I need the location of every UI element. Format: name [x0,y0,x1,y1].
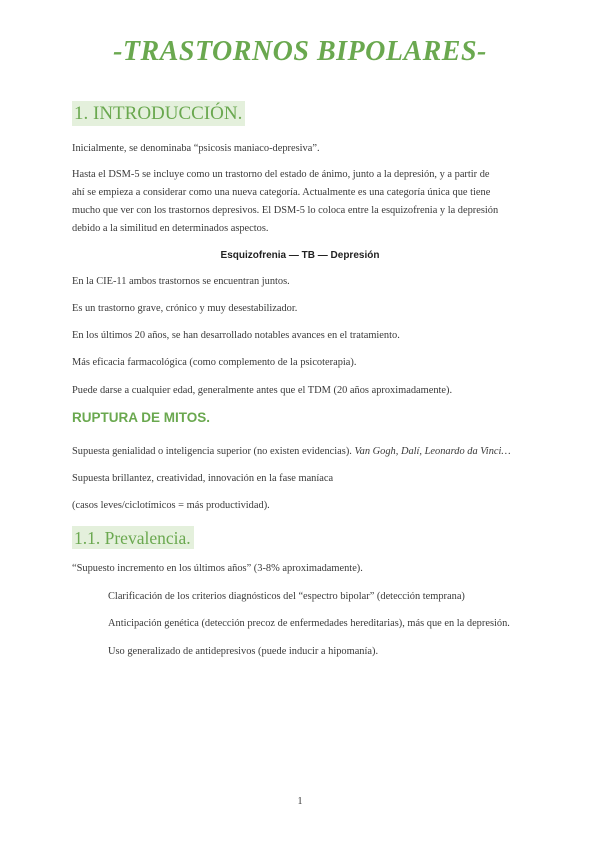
page-number: 1 [297,796,303,807]
paragraph-line: Hasta el DSM-5 se incluye como un trastorno del estado de ánimo, junto a la depresión, y a partir de [72,169,490,180]
paragraph: Inicialmente, se denominaba “psicosis maniaco-depresiva”. [72,143,320,154]
section-heading-introduccion: 1. INTRODUCCIÓN. [72,101,245,126]
paragraph-italic-examples: Van Gogh, Dalí, Leonardo da Vinci… [354,446,511,457]
paragraph-genialidad [72,443,532,461]
section-heading-mitos: RUPTURA DE MITOS. [72,410,211,425]
paragraph: Supuesta brillantez, creatividad, innovación en la fase maníaca [72,473,334,484]
paragraph-line: ahí se empieza a considerar como una nueva categoría. Actualmente es una categoría única que tiene [72,187,491,198]
paragraph: Puede darse a cualquier edad, generalmente antes que el TDM (20 años aproximadamente). [72,385,453,396]
paragraph-dsm5 [72,166,532,238]
centered-spectrum-line: Esquizofrenia — TB — Depresión [220,250,380,261]
paragraph-line: debido a la similitud en determinados aspectos. [72,223,269,234]
list-item: Clarificación de los criterios diagnósticos del “espectro bipolar” (detección temprana) [108,591,465,602]
paragraph: Es un trastorno grave, crónico y muy desestabilizador. [72,303,298,314]
paragraph-line: mucho que ver con los trastornos depresivos. El DSM-5 lo coloca entre la esquizofrenia y la depresión [72,205,499,216]
section-heading-prevalencia: 1.1. Prevalencia. [72,526,194,549]
list-item: Uso generalizado de antidepresivos (puede inducir a hipomanía). [108,646,379,657]
paragraph: (casos leves/ciclotímicos = más productividad). [72,500,270,511]
paragraph: Más eficacia farmacológica (como complemento de la psicoterapia). [72,357,357,368]
paragraph: “Supuesto incremento en los últimos años” (3-8% aproximadamente). [72,563,363,574]
list-item: Anticipación genética (detección precoz de enfermedades hereditarias), más que en la depresión. [108,618,510,629]
paragraph-text: Supuesta genialidad o inteligencia superior (no existen evidencias). [72,446,355,457]
paragraph: En los últimos 20 años, se han desarrollado notables avances en el tratamiento. [72,330,400,341]
paragraph: En la CIE-11 ambos trastornos se encuentran juntos. [72,276,290,287]
document-title: -TRASTORNOS BIPOLARES- [113,36,487,67]
